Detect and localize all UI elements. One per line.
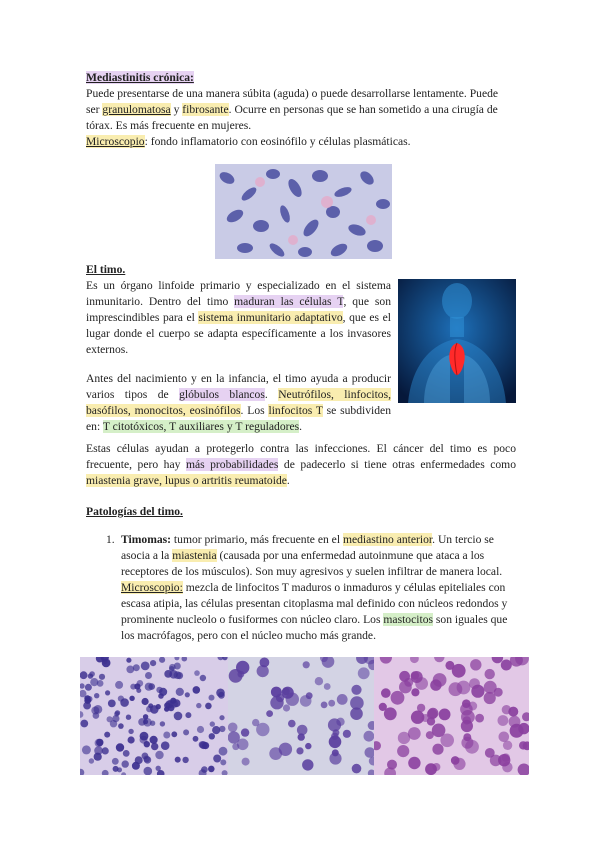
micrograph-lymphocytes [80,657,228,775]
list-item [106,532,518,644]
paragraph: Es un órgano linfoide primario y especializado en el sistema inmunitario. Dentro del timo maduran las células T, que son imprescindibles para el sistema inmunitario adaptativo, que es el lugar donde el cuerpo se adapta específicamente a los invasores externos. [86,279,391,356]
section-title: El timo. [86,263,126,276]
micrograph-eosinophils [215,164,392,259]
thymus-illustration [398,279,516,403]
paragraph: Timomas: tumor primario, más frecuente en el mediastino anterior. Un tercio se asocia a la miastenia (causada por una enfermedad autoinmune que ataca a los receptores de los músculos). Son muy agresivos y suelen infiltrar de manera local. Microscopio: mezcla de linfocitos T maduros o inmaduros y células epiteliales con escasa atipia, las células presentan citoplasma mal definido con núcleos redondos y prominente nucleolo o fusiformes con núcleo claro. Los mastocitos son iguales que los macrófagos, pero con el núcleo mucho más grande. [121,533,508,642]
paragraph: Antes del nacimiento y en la infancia, el timo ayuda a producir varios tipos de glóbulos blancos. Neutrófilos, linfocitos, basófilos, monocitos, eosinófilos. Los linfocitos T se subdividen en: T citotóxicos, T auxiliares y T reguladores. [86,372,392,433]
section-thymus [86,262,391,435]
list-number: 1. [106,533,115,546]
micrograph-epithelial [228,657,374,775]
microscope-label: Microscopio [86,135,145,148]
paragraph: Puede presentarse de una manera súbita (aguda) o puede desarrollarse lentamente. Puede ser granulomatosa y fibrosante. Ocurre en personas que se han sometido a una cirugía de tórax. Es más frecuente en mujeres. Microscopio: fondo inflamatorio con eosinófilo y células plasmáticas. [86,87,499,148]
section-title: Patologías del timo. [86,505,183,518]
section-mediastinitis [86,70,516,150]
section-thymus-cancer [86,441,516,489]
paragraph: Estas células ayudan a protegerlo contra las infecciones. El cáncer del timo es poco frecuente, pero hay más probabilidades de padecerlo si tiene otras enfermedades como miastenia grave, lupus o artritis reumatoide. [86,442,516,487]
micrograph-mastocytes [374,657,529,775]
section-title: Mediastinitis crónica: [86,71,194,84]
section-thymus-pathologies [86,504,516,520]
